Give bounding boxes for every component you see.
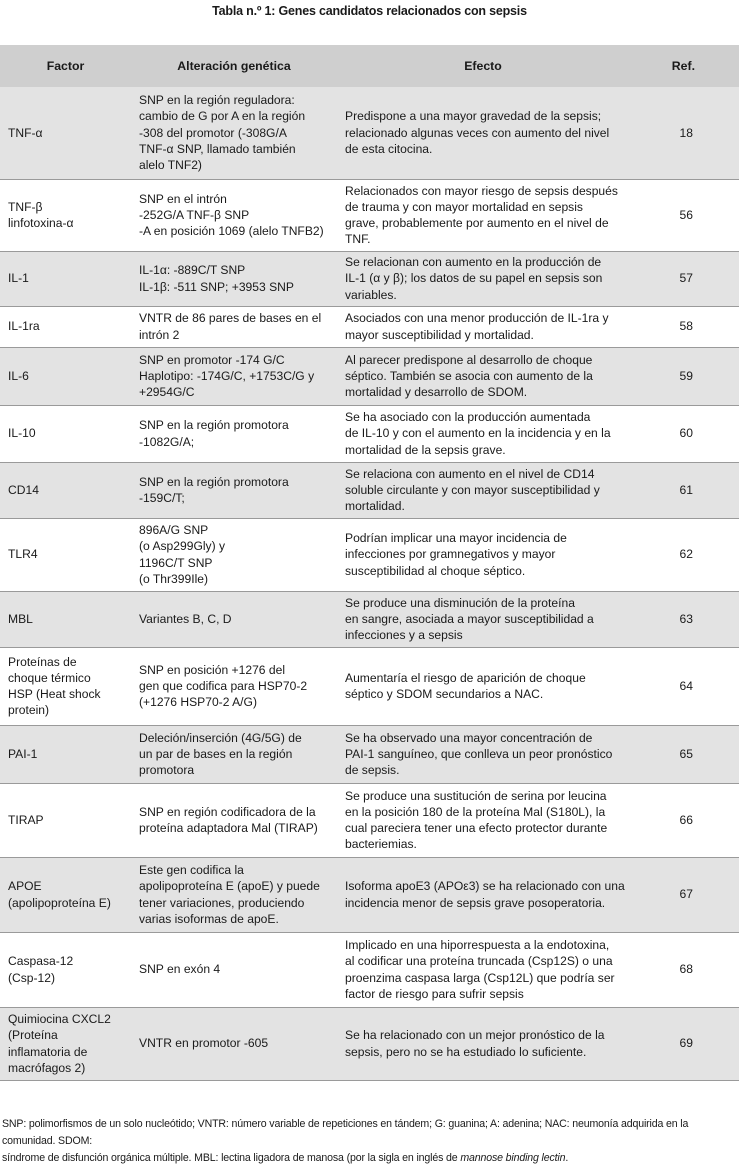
- table-row: [0, 87, 739, 179]
- cell-factor-line: (apolipoproteína E): [8, 895, 111, 910]
- cell-alteration: [131, 347, 337, 405]
- cell-effect-line: proenzima caspasa larga (Csp12L) que podría ser: [345, 970, 615, 985]
- cell-alteration: [131, 179, 337, 251]
- cell-effect-line: infecciones y a sepsis: [345, 628, 463, 643]
- cell-factor: [0, 725, 131, 783]
- cell-ref: 66: [629, 783, 739, 857]
- cell-alteration-line: intrón 2: [139, 327, 180, 342]
- cell-ref: 58: [629, 306, 739, 347]
- header-effect: Efecto: [337, 45, 629, 87]
- cell-effect: [337, 857, 629, 932]
- cell-alteration-line: VNTR de 86 pares de bases en el: [139, 311, 322, 326]
- cell-ref: 64: [629, 647, 739, 725]
- cell-factor-line: Quimiocina CXCL2: [8, 1012, 111, 1027]
- cell-effect-line: mortalidad y desarrollo de SDOM.: [345, 385, 528, 400]
- cell-ref: 61: [629, 462, 739, 518]
- cell-factor-line: choque térmico: [8, 670, 91, 685]
- cell-alteration-line: SNP en región codificadora de la: [139, 804, 316, 819]
- cell-factor: [0, 932, 131, 1007]
- cell-effect-line: variables.: [345, 287, 397, 302]
- table-row: [0, 518, 739, 591]
- footnote-italic-term: mannose binding lectin: [460, 1152, 566, 1164]
- cell-effect-line: al codificar una proteína truncada (Csp12S) o una: [345, 954, 613, 969]
- table-title: Tabla n.º 1: Genes candidatos relacionados con sepsis: [212, 4, 527, 18]
- cell-factor-line: IL-1ra: [8, 319, 40, 334]
- cell-effect-line: de IL-10 y con el aumento en la incidencia y en la: [345, 426, 611, 441]
- cell-factor-line: (Csp-12): [8, 970, 56, 985]
- cell-alteration: [131, 1007, 337, 1080]
- cell-factor: [0, 87, 131, 179]
- cell-alteration-line: SNP en promotor -174 G/C: [139, 352, 285, 367]
- cell-alteration-line: Variantes B, C, D: [139, 611, 232, 626]
- cell-alteration-line: varias isoformas de apoE.: [139, 911, 279, 926]
- table-row: [0, 405, 739, 462]
- cell-effect-line: séptico y SDOM secundarios a NAC.: [345, 687, 544, 701]
- cell-effect: [337, 179, 629, 251]
- cell-effect: [337, 87, 629, 179]
- cell-effect-line: Se relacionan con aumento en la producción de: [345, 255, 602, 270]
- cell-ref: 57: [629, 251, 739, 306]
- cell-factor-line: APOE: [8, 879, 42, 894]
- cell-effect-line: en la posición 180 de la proteína Mal (S180L), la: [345, 804, 606, 819]
- cell-alteration-line: IL-1β: -511 SNP; +3953 SNP: [139, 279, 294, 294]
- cell-effect-line: en sangre, asociada a mayor susceptibilidad a: [345, 611, 594, 626]
- cell-factor-line: Caspasa-12: [8, 954, 74, 969]
- cell-factor-line: linfotoxina-α: [8, 216, 74, 230]
- cell-effect-line: bacteriemias.: [345, 837, 417, 852]
- table-row: [0, 462, 739, 518]
- cell-alteration-line: apolipoproteína E (apoE) y puede: [139, 879, 320, 894]
- cell-alteration: [131, 647, 337, 725]
- cell-alteration-line: -308 del promotor (-308G/A: [139, 125, 287, 140]
- cell-effect-line: séptico. También se asocia con aumento de la: [345, 368, 593, 383]
- header-factor: Factor: [0, 45, 131, 87]
- cell-effect-line: soluble circulante y con mayor susceptibilidad y: [345, 482, 600, 497]
- cell-factor-line: PAI-1: [8, 746, 38, 761]
- cell-effect-line: Relacionados con mayor riesgo de sepsis después: [345, 183, 618, 198]
- cell-alteration-line: proteína adaptadora Mal (TIRAP): [139, 821, 318, 835]
- cell-factor-line: IL-6: [8, 368, 29, 383]
- cell-effect-line: incidencia menor de sepsis grave posoperatoria.: [345, 895, 606, 910]
- cell-effect-line: TNF.: [345, 232, 371, 247]
- cell-effect-line: Se relaciona con aumento en el nivel de CD14: [345, 466, 595, 481]
- table-row: [0, 179, 739, 251]
- cell-ref: 69: [629, 1007, 739, 1080]
- cell-effect: [337, 405, 629, 462]
- cell-alteration: [131, 857, 337, 932]
- footnote-line-2-text: síndrome de disfunción orgánica múltiple. MBL: lectina ligadora de manosa (por la sigla en inglés de: [2, 1152, 461, 1164]
- cell-alteration: [131, 591, 337, 647]
- table-row: [0, 647, 739, 725]
- cell-alteration-line: 1196C/T SNP: [139, 555, 213, 570]
- cell-effect: [337, 347, 629, 405]
- cell-ref: 62: [629, 518, 739, 591]
- cell-alteration: [131, 306, 337, 347]
- cell-alteration: [131, 518, 337, 591]
- cell-effect: [337, 591, 629, 647]
- footnote-line-1: SNP: polimorfismos de un solo nucleótido; VNTR: número variable de repeticiones en tándem; G: guanina; A: adenina; NAC: neumonía adquirida en la comunidad. SDOM:: [2, 1118, 689, 1147]
- cell-ref: 67: [629, 857, 739, 932]
- cell-factor: [0, 591, 131, 647]
- cell-effect-line: infecciones por gramnegativos y mayor: [345, 547, 556, 562]
- cell-alteration-line: -159C/T;: [139, 491, 185, 505]
- table-row: [0, 932, 739, 1007]
- cell-factor: [0, 251, 131, 306]
- cell-alteration: [131, 783, 337, 857]
- cell-effect-line: Se produce una disminución de la proteína: [345, 595, 575, 610]
- cell-effect-line: PAI-1 sanguíneo, que conlleva un peor pronóstico: [345, 746, 613, 761]
- cell-effect: [337, 251, 629, 306]
- footnote: [2, 1116, 737, 1167]
- cell-effect-line: Implicado en una hiporrespuesta a la endotoxina,: [345, 938, 610, 953]
- cell-effect-line: Se ha asociado con la producción aumentada: [345, 410, 591, 425]
- cell-effect-line: IL-1 (α y β); los datos de su papel en sepsis son: [345, 271, 603, 286]
- cell-effect-line: Se produce una sustitución de serina por leucina: [345, 788, 607, 803]
- cell-effect-line: mortalidad de la sepsis grave.: [345, 442, 506, 457]
- cell-effect-line: Se ha observado una mayor concentración de: [345, 730, 593, 745]
- cell-alteration-line: SNP en la región promotora: [139, 474, 289, 489]
- cell-alteration-line: -A en posición 1069 (alelo TNFB2): [139, 224, 324, 239]
- cell-effect-line: Predispone a una mayor gravedad de la sepsis;: [345, 109, 602, 124]
- cell-effect-line: cual pareciera tener una efecto protector durante: [345, 821, 608, 835]
- cell-effect-line: Isoforma apoE3 (APOε3) se ha relacionado con una: [345, 879, 625, 894]
- cell-effect-line: de trauma y con mayor mortalidad en sepsis: [345, 199, 583, 214]
- cell-effect-line: relacionado algunas veces con aumento del nivel: [345, 125, 610, 140]
- cell-factor-line: IL-10: [8, 426, 36, 441]
- table-header-row: [0, 45, 739, 87]
- cell-factor-line: inflamatoria de: [8, 1044, 88, 1059]
- table-row: [0, 306, 739, 347]
- cell-alteration: [131, 405, 337, 462]
- cell-effect-line: Asociados con una menor producción de IL-1ra y: [345, 311, 609, 326]
- cell-alteration-line: gen que codifica para HSP70-2: [139, 678, 308, 693]
- table-row: [0, 725, 739, 783]
- sepsis-genes-table: [0, 45, 739, 1081]
- cell-alteration: [131, 462, 337, 518]
- cell-factor-line: TNF-α: [8, 125, 43, 140]
- table-row: [0, 1007, 739, 1080]
- cell-alteration-line: -252G/A TNF-β SNP: [139, 207, 250, 222]
- cell-factor: [0, 347, 131, 405]
- cell-alteration-line: 896A/G SNP: [139, 523, 209, 538]
- cell-alteration-line: (+1276 HSP70-2 A/G): [139, 695, 257, 710]
- cell-effect-line: de esta citocina.: [345, 141, 433, 156]
- cell-alteration-line: SNP en la región promotora: [139, 418, 289, 433]
- cell-alteration: [131, 725, 337, 783]
- cell-alteration-line: un par de bases en la región: [139, 746, 293, 761]
- cell-factor-line: TLR4: [8, 547, 38, 562]
- table-row: [0, 347, 739, 405]
- cell-alteration: [131, 932, 337, 1007]
- cell-factor: [0, 1007, 131, 1080]
- cell-factor-line: protein): [8, 703, 50, 718]
- cell-ref: 56: [629, 179, 739, 251]
- cell-effect-line: Aumentaría el riesgo de aparición de choque: [345, 670, 586, 685]
- cell-alteration-line: Deleción/inserción (4G/5G) de: [139, 730, 302, 745]
- cell-alteration-line: cambio de G por A en la región: [139, 109, 306, 124]
- cell-factor: [0, 179, 131, 251]
- table-row: [0, 251, 739, 306]
- cell-effect-line: Se ha relacionado con un mejor pronóstico de la: [345, 1028, 605, 1043]
- cell-factor: [0, 405, 131, 462]
- cell-alteration: [131, 251, 337, 306]
- cell-factor-line: (Proteína: [8, 1028, 58, 1043]
- cell-ref: 65: [629, 725, 739, 783]
- cell-factor: [0, 306, 131, 347]
- cell-alteration-line: (o Asp299Gly) y: [139, 539, 226, 554]
- table-row: [0, 857, 739, 932]
- cell-alteration: [131, 87, 337, 179]
- header-ref: Ref.: [629, 45, 739, 87]
- footnote-line-2-end: .: [565, 1152, 569, 1164]
- cell-alteration-line: promotora: [139, 763, 195, 778]
- cell-effect: [337, 932, 629, 1007]
- cell-factor: [0, 462, 131, 518]
- cell-alteration-line: IL-1α: -889C/T SNP: [139, 263, 246, 278]
- cell-effect: [337, 783, 629, 857]
- cell-ref: 60: [629, 405, 739, 462]
- cell-factor-line: TNF-β: [8, 199, 43, 214]
- cell-alteration-line: -1082G/A;: [139, 434, 195, 449]
- cell-factor: [0, 518, 131, 591]
- cell-alteration-line: VNTR en promotor -605: [139, 1036, 269, 1051]
- cell-effect: [337, 462, 629, 518]
- cell-effect: [337, 306, 629, 347]
- table-row: [0, 591, 739, 647]
- cell-effect: [337, 518, 629, 591]
- cell-factor-line: MBL: [8, 611, 33, 626]
- cell-effect-line: Podrían implicar una mayor incidencia de: [345, 531, 567, 546]
- cell-factor: [0, 857, 131, 932]
- cell-effect: [337, 725, 629, 783]
- cell-ref: 18: [629, 87, 739, 179]
- cell-alteration-line: (o Thr399Ile): [139, 571, 209, 586]
- cell-alteration-line: SNP en la región reguladora:: [139, 93, 295, 108]
- cell-effect-line: mayor susceptibilidad y mortalidad.: [345, 327, 534, 342]
- cell-effect-line: Al parecer predispone al desarrollo de choque: [345, 352, 593, 367]
- cell-factor-line: CD14: [8, 482, 39, 497]
- cell-factor: [0, 783, 131, 857]
- cell-alteration-line: SNP en posición +1276 del: [139, 662, 286, 677]
- cell-ref: 68: [629, 932, 739, 1007]
- table-row: [0, 783, 739, 857]
- header-alteration: Alteración genética: [131, 45, 337, 87]
- cell-alteration-line: TNF-α SNP, llamado también: [139, 141, 296, 156]
- cell-alteration-line: tener variaciones, produciendo: [139, 895, 305, 910]
- cell-factor-line: Proteínas de: [8, 654, 77, 669]
- cell-alteration-line: Este gen codifica la: [139, 863, 244, 878]
- cell-effect: [337, 647, 629, 725]
- cell-effect-line: mortalidad.: [345, 499, 405, 514]
- cell-effect-line: grave, probablemente por aumento en el nivel de: [345, 216, 609, 230]
- cell-alteration-line: Haplotipo: -174G/C, +1753C/G y: [139, 368, 315, 383]
- cell-effect: [337, 1007, 629, 1080]
- cell-effect-line: susceptibilidad al choque séptico.: [345, 563, 526, 578]
- cell-factor: [0, 647, 131, 725]
- cell-alteration-line: SNP en exón 4: [139, 962, 221, 977]
- footnote-line-2: [2, 1150, 737, 1167]
- cell-effect-line: de sepsis.: [345, 763, 400, 778]
- cell-effect-line: factor de riesgo para sufrir sepsis: [345, 986, 524, 1001]
- cell-alteration-line: +2954G/C: [139, 385, 195, 400]
- cell-effect-line: sepsis, pero no se ha estudiado lo suficiente.: [345, 1044, 587, 1059]
- cell-factor-line: macrófagos 2): [8, 1060, 86, 1075]
- cell-alteration-line: alelo TNF2): [139, 158, 202, 173]
- cell-factor-line: HSP (Heat shock: [8, 687, 101, 701]
- cell-factor-line: TIRAP: [8, 812, 44, 827]
- cell-alteration-line: SNP en el intrón: [139, 191, 227, 206]
- cell-factor-line: IL-1: [8, 271, 29, 286]
- cell-ref: 59: [629, 347, 739, 405]
- cell-ref: 63: [629, 591, 739, 647]
